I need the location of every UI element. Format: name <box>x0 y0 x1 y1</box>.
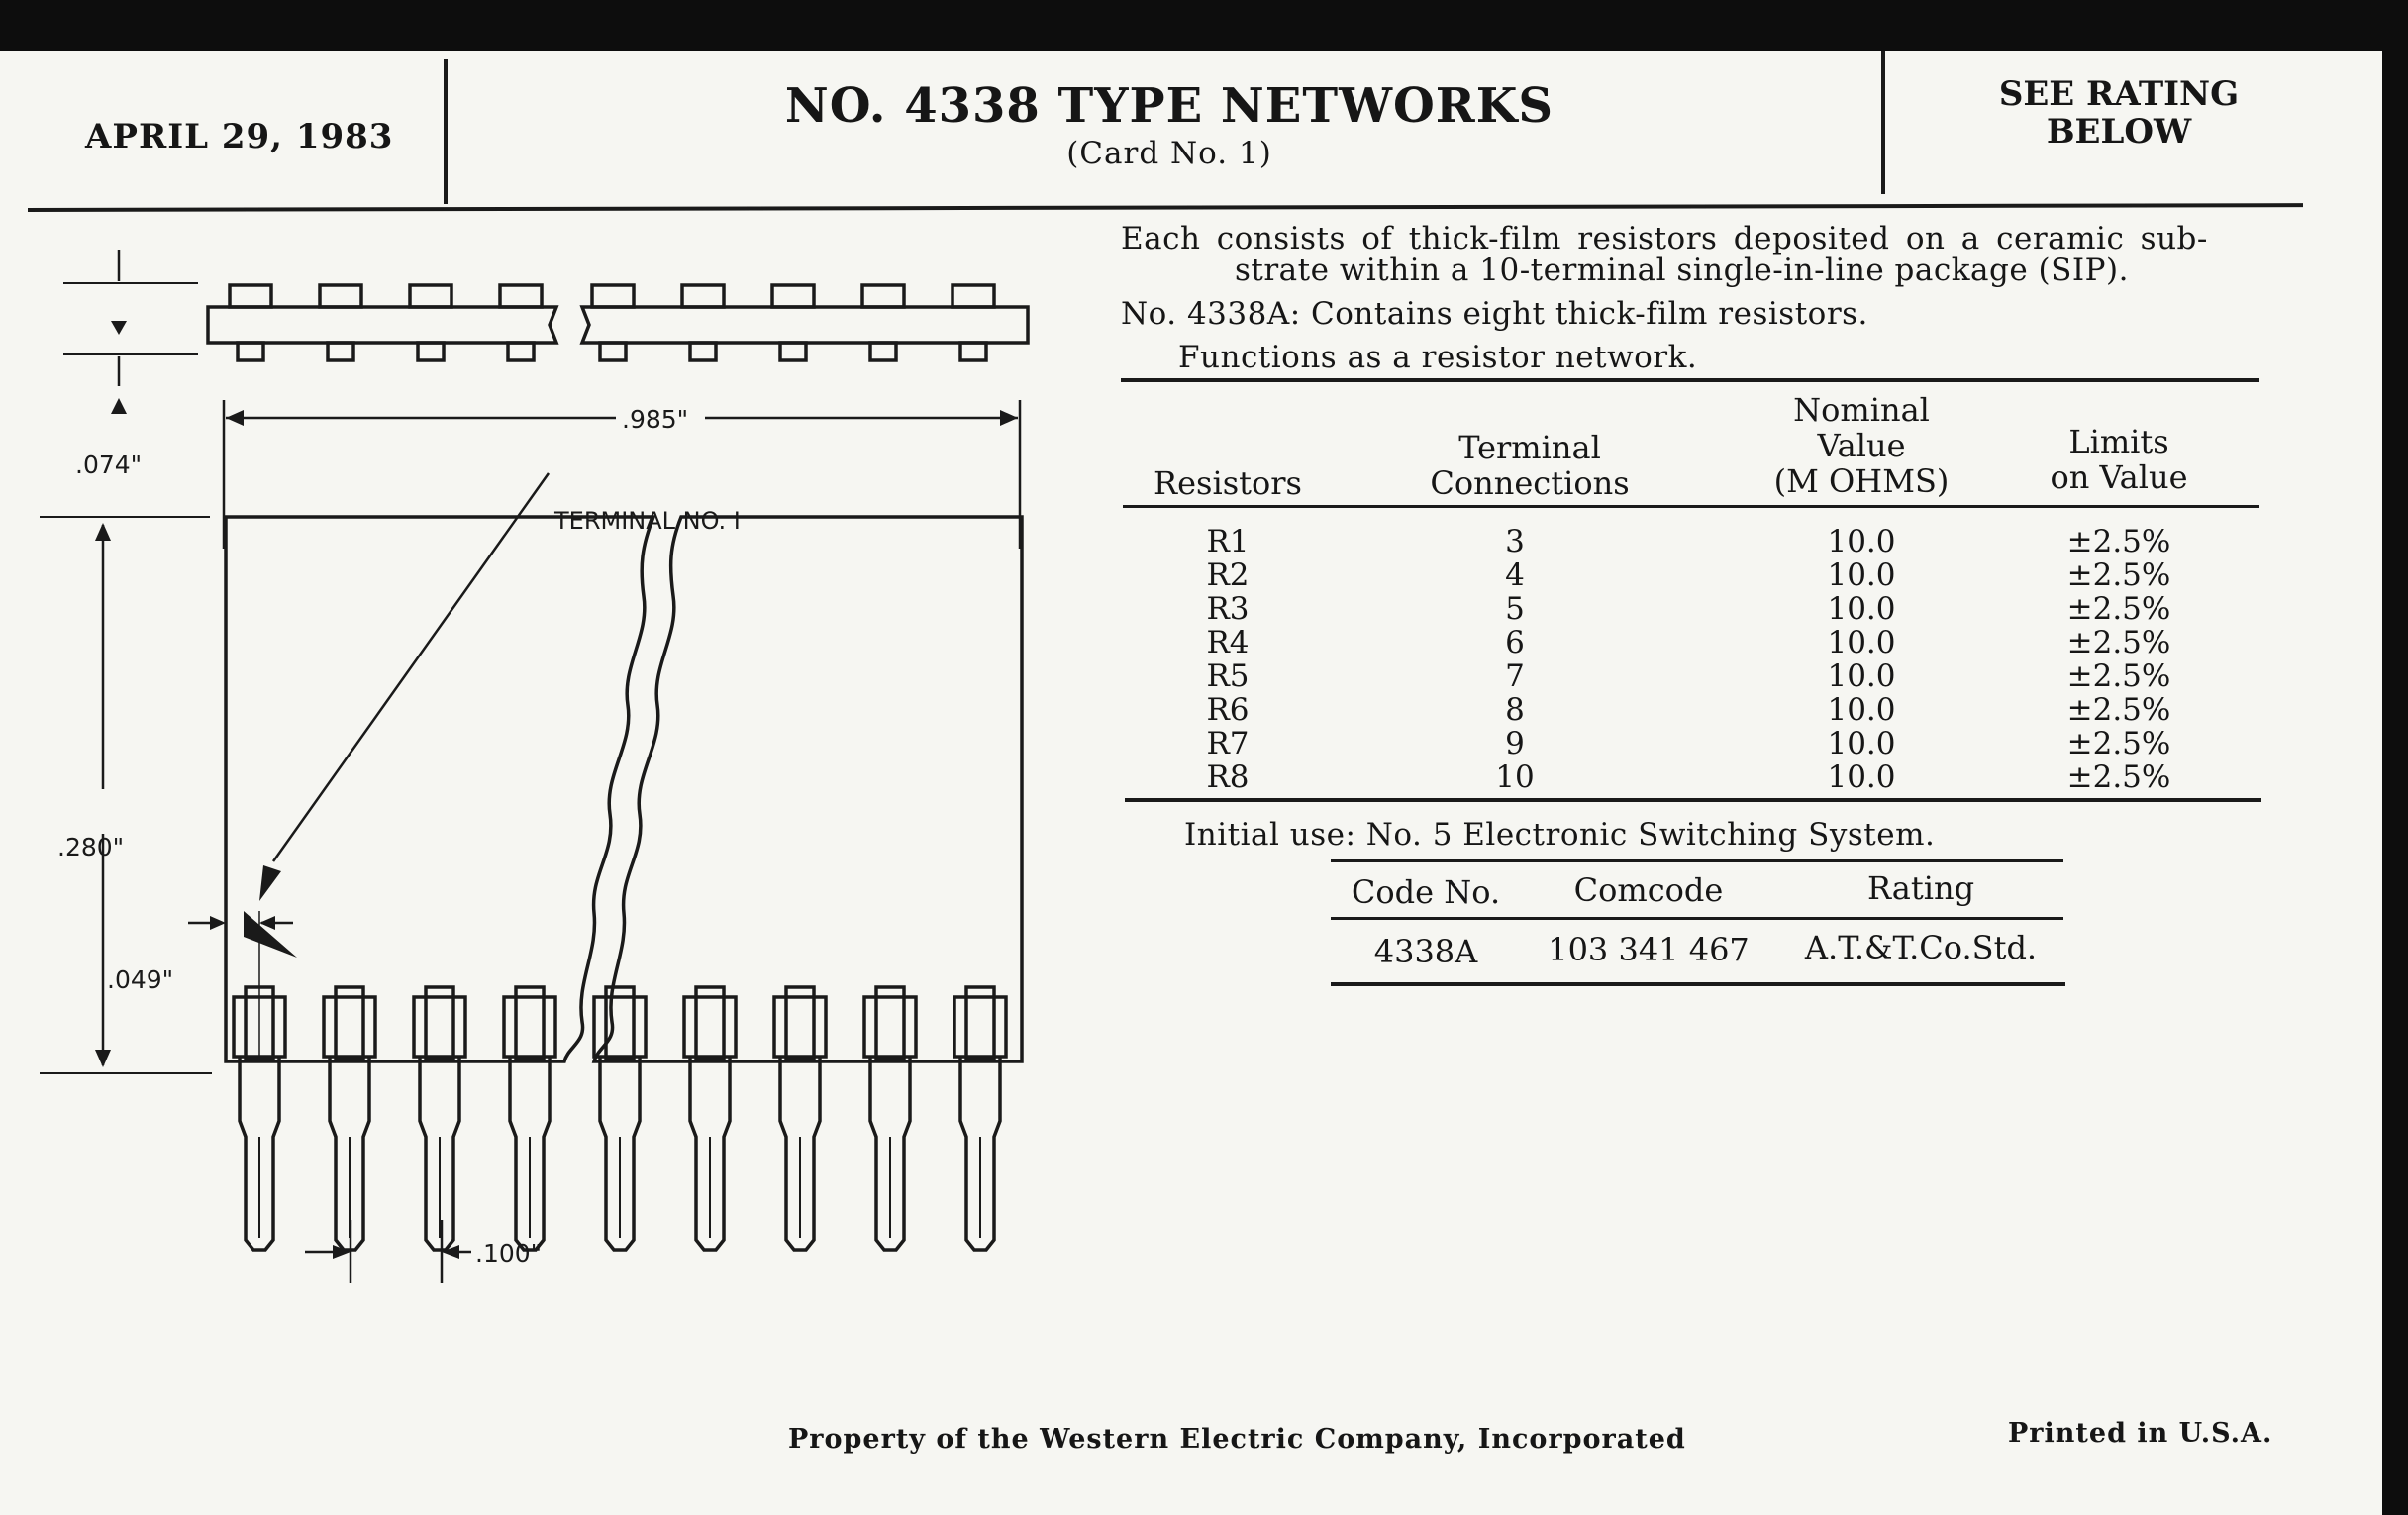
col-header-terminal <box>1386 430 1673 501</box>
top-view-body-right <box>582 307 1028 343</box>
description-line-2: strate within a 10-terminal single-in-line package (SIP). <box>1235 252 2129 288</box>
code-table-bottom-rule <box>1331 982 2065 986</box>
front-view-body-right <box>594 517 1022 1061</box>
col-header-terminal-l2: Connections <box>1430 464 1630 502</box>
code-value-comcode: 103 341 467 <box>1548 931 1750 968</box>
table-cell: 9 <box>1505 726 1525 761</box>
table-cell: ±2.5% <box>2066 658 2171 694</box>
table-cell: 10.0 <box>1827 759 1896 795</box>
table-cell: 8 <box>1505 692 1525 728</box>
resistor-table-top-rule <box>1121 378 2259 382</box>
rating-note <box>1891 75 2347 151</box>
dim-length-label: .985" <box>622 405 689 434</box>
dim-height-label: .280" <box>57 833 125 861</box>
header-divider-right <box>1881 51 1885 194</box>
card-date: APRIL 29, 1983 <box>85 117 394 156</box>
sip-package-drawing <box>0 51 1089 1339</box>
table-cell: ±2.5% <box>2066 726 2171 761</box>
table-cell: R3 <box>1206 591 1250 627</box>
description-line-4: Functions as a resistor network. <box>1178 340 1698 375</box>
col-header-resistors: Resistors <box>1154 464 1302 502</box>
table-cell: 6 <box>1505 625 1525 660</box>
code-header-comcode: Comcode <box>1573 871 1724 909</box>
table-cell: 4 <box>1505 557 1525 593</box>
dim-thickness-label: .074" <box>75 451 143 479</box>
table-cell: R2 <box>1206 557 1250 593</box>
resistor-column <box>1168 525 1287 794</box>
card <box>0 51 2382 1515</box>
col-header-terminal-l1: Terminal <box>1458 429 1601 466</box>
table-cell: R7 <box>1206 726 1250 761</box>
table-cell: 10.0 <box>1827 658 1896 694</box>
table-cell: ±2.5% <box>2066 524 2171 559</box>
description-line-3: No. 4338A: Contains eight thick-film resistors. <box>1121 296 1868 332</box>
front-view-body-left <box>226 517 653 1061</box>
table-cell: 5 <box>1505 591 1525 627</box>
resistor-table-bottom-rule <box>1125 798 2261 802</box>
table-cell: R8 <box>1206 759 1250 795</box>
initial-use: Initial use: No. 5 Electronic Switching System. <box>1184 817 1936 853</box>
value-column <box>1792 525 1931 794</box>
col-header-limits <box>2020 424 2218 495</box>
top-view-body-left <box>208 307 556 343</box>
code-value-code: 4338A <box>1373 933 1478 970</box>
table-cell: R6 <box>1206 692 1250 728</box>
terminal-column <box>1465 525 1564 794</box>
description <box>1121 218 2269 378</box>
table-cell: R5 <box>1206 658 1250 694</box>
table-cell: 10.0 <box>1827 524 1896 559</box>
card-number: (Card No. 1) <box>1066 136 1272 171</box>
col-header-nominal-l2: Value <box>1817 427 1906 464</box>
table-cell: 10.0 <box>1827 625 1896 660</box>
table-cell: 10.0 <box>1827 726 1896 761</box>
col-header-limits-l1: Limits <box>2068 423 2169 460</box>
table-cell: ±2.5% <box>2066 591 2171 627</box>
resistor-table-header-rule <box>1123 505 2259 508</box>
table-cell: 10.0 <box>1827 692 1896 728</box>
terminal-no-label: TERMINAL NO. I <box>554 507 741 535</box>
limits-column <box>2040 525 2198 794</box>
code-table-header-rule <box>1331 917 2063 920</box>
table-cell: 10.0 <box>1827 557 1896 593</box>
front-view-pins <box>234 987 1006 1250</box>
table-cell: 7 <box>1505 658 1525 694</box>
table-cell: 3 <box>1505 524 1525 559</box>
footer-property: Property of the Western Electric Company, Incorporated <box>788 1424 1686 1455</box>
col-header-nominal <box>1723 392 2000 499</box>
table-cell: R1 <box>1206 524 1250 559</box>
top-view-pins <box>230 285 994 360</box>
code-value-rating: A.T.&T.Co.Std. <box>1804 929 2038 966</box>
code-header-rating: Rating <box>1866 869 1975 907</box>
table-cell: R4 <box>1206 625 1250 660</box>
dim-pitch-label: .100" <box>475 1239 543 1267</box>
col-header-nominal-l3: (M OHMS) <box>1773 462 1950 500</box>
col-header-nominal-l1: Nominal <box>1793 391 1930 429</box>
code-header-code: Code No. <box>1351 873 1501 911</box>
footer-printed: Printed in U.S.A. <box>2008 1418 2273 1449</box>
terminal-one-marker <box>244 911 297 958</box>
table-cell: ±2.5% <box>2066 557 2171 593</box>
rating-note-line2: BELOW <box>2046 112 2192 152</box>
table-cell: ±2.5% <box>2066 692 2171 728</box>
table-cell: ±2.5% <box>2066 625 2171 660</box>
dim-offset-label: .049" <box>107 965 174 994</box>
description-line-1: Each consists of thick-film resistors deposited on a ceramic sub- <box>1121 221 2208 256</box>
title-text: NO. 4338 TYPE NETWORKS <box>784 78 1555 134</box>
rating-note-line1: SEE RATING <box>1998 74 2240 114</box>
table-cell: ±2.5% <box>2066 759 2171 795</box>
code-table-top-rule <box>1331 859 2063 862</box>
col-header-limits-l2: on Value <box>2050 458 2188 496</box>
table-cell: 10.0 <box>1827 591 1896 627</box>
table-cell: 10 <box>1495 759 1535 795</box>
